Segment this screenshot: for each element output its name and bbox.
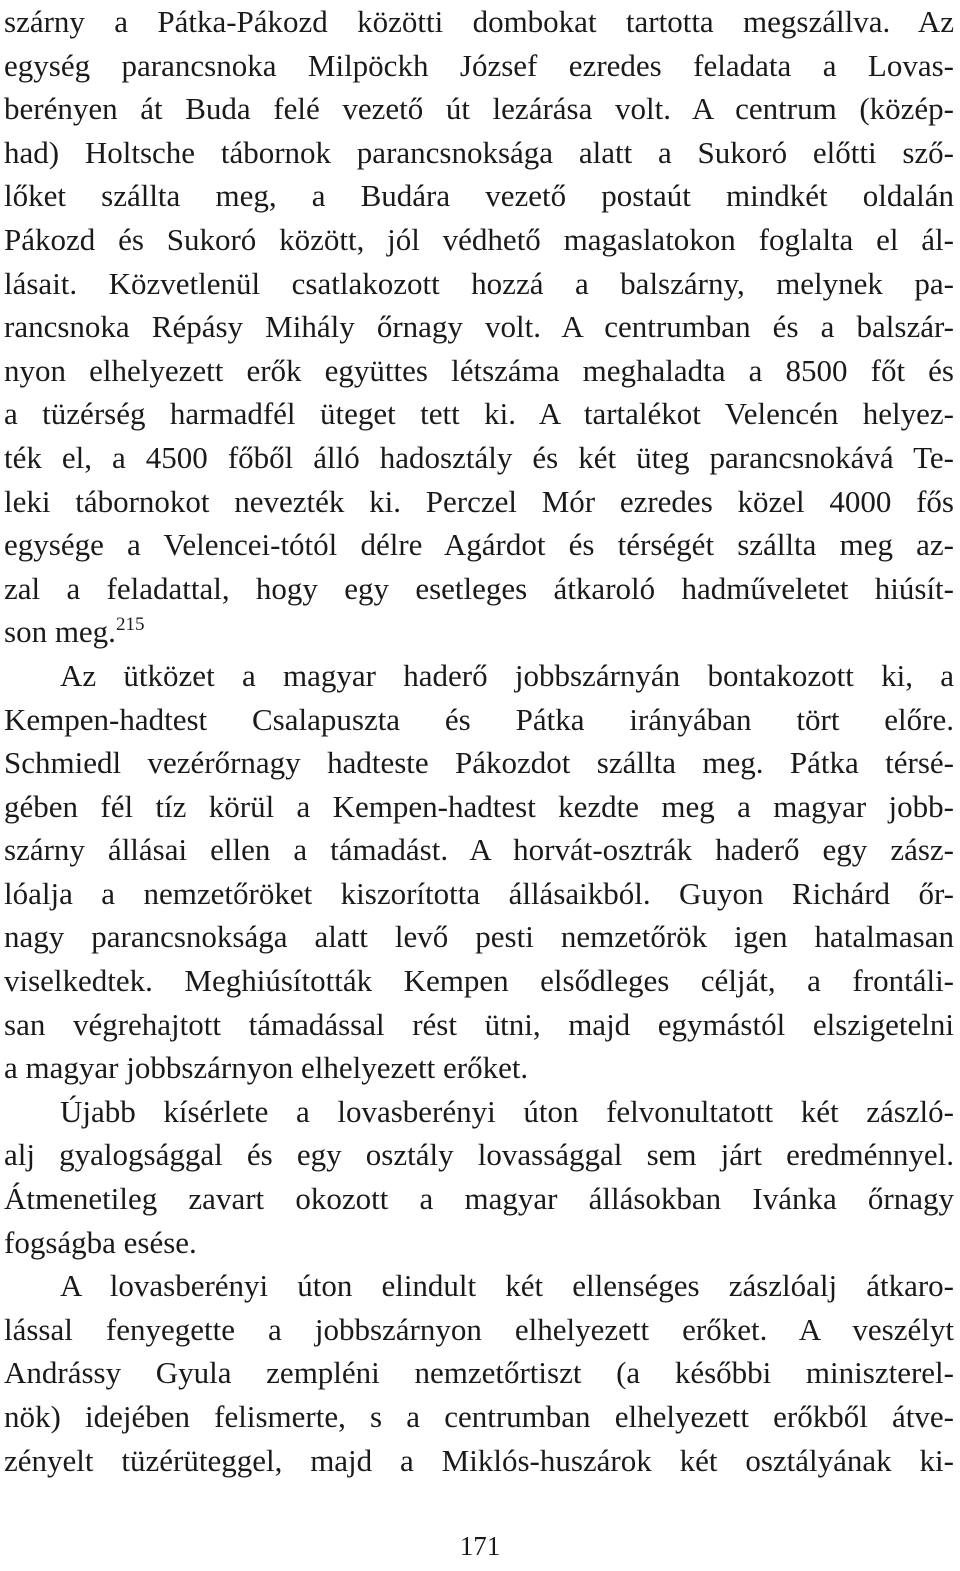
body-text	[4, 0, 954, 1482]
text-line: lóalja a nemzetőröket kiszorította állásaikból. Guyon Richárd őr-	[4, 875, 954, 911]
text-line: Pákozd és Sukoró között, jól védhető magaslatokon foglalta el ál-	[4, 221, 954, 257]
text-line: alj gyalogsággal és egy osztály lovassággal sem járt eredménnyel.	[4, 1137, 954, 1173]
footnote-reference: 215	[115, 614, 145, 636]
text-line: lással fenyegette a jobbszárnyon elhelyezett erőket. A veszélyt	[4, 1311, 954, 1347]
text-line: nyon elhelyezett erők együttes létszáma meghaladta a 8500 főt és	[4, 352, 954, 388]
text-line: nök) idejében felismerte, s a centrumban elhelyezett erőkből átve-	[4, 1399, 954, 1434]
text-line: nagy parancsnoksága alatt levő pesti nemzetőrök igen hatalmasan	[4, 919, 954, 955]
text-line: had) Holtsche tábornok parancsnoksága alatt a Sukoró előtti sző-	[4, 134, 954, 170]
text-line: zényelt tüzérüteggel, majd a Miklós-huszárok két osztályának ki-	[4, 1442, 954, 1478]
text-line: san végrehajtott támadással rést ütni, majd egymástól elszigetelni	[4, 1006, 954, 1042]
text-line: Andrássy Gyula zempléni nemzetőrtiszt (a későbbi miniszterel-	[4, 1355, 954, 1391]
text-line: a tüzérség harmadfél üteget tett ki. A tartalékot Velencén helyez-	[4, 396, 954, 432]
text-line: egység parancsnoka Milpöckh József ezredes feladata a Lovas-	[4, 47, 954, 83]
text-line: Schmiedl vezérőrnagy hadteste Pákozdot szállta meg. Pátka térsé-	[4, 745, 954, 781]
text-line: berényen át Buda felé vezető út lezárása volt. A centrum (közép-	[4, 91, 954, 127]
text-line: Kempen-hadtest Csalapuszta és Pátka irányában tört előre.	[4, 701, 954, 737]
text-line: fogságba esése.	[4, 1224, 197, 1260]
text-line: viselkedtek. Meghiúsították Kempen elsődleges célját, a frontáli-	[4, 963, 954, 999]
text-line: zal a feladattal, hogy egy esetleges átkaroló hadműveletet hiúsít-	[4, 570, 954, 606]
text-line: ték el, a 4500 főből álló hadosztály és két üteg parancsnokává Te-	[4, 439, 954, 475]
text-line: lőket szállta meg, a Budára vezető postaút mindkét oldalán	[4, 178, 954, 214]
text-line: a magyar jobbszárnyon elhelyezett erőket.	[4, 1050, 529, 1086]
paragraph-first-line: Újabb kísérlete a lovasberényi úton felvonultatott két zászló-	[60, 1093, 954, 1129]
text-line	[4, 610, 954, 654]
text-line: gében fél tíz körül a Kempen-hadtest kezdte meg a magyar jobb-	[4, 788, 954, 824]
text-line: Átmenetileg zavart okozott a magyar állásokban Ivánka őrnagy	[4, 1181, 954, 1217]
paragraph-first-line: A lovasberényi úton elindult két ellenséges zászlóalj átkaro-	[60, 1268, 954, 1304]
text-line: leki tábornokot nevezték ki. Perczel Mór ezredes közel 4000 fős	[4, 483, 954, 519]
text-line: szárny a Pátka-Pákozd közötti dombokat tartotta megszállva. Az	[4, 4, 954, 39]
text-line: szárny állásai ellen a támadást. A horvát-osztrák haderő egy zász-	[4, 832, 954, 868]
text-line: rancsnoka Répásy Mihály őrnagy volt. A centrumban és a balszár-	[4, 309, 954, 345]
paragraph-first-line: Az ütközet a magyar haderő jobbszárnyán bontakozott ki, a	[60, 657, 954, 693]
text-line: lásait. Közvetlenül csatlakozott hozzá a balszárny, melynek pa-	[4, 265, 954, 301]
text-fragment: son meg.	[4, 614, 116, 650]
page-number: 171	[459, 1531, 501, 1561]
text-line: egysége a Velencei-tótól délre Agárdot és térségét szállta meg az-	[4, 527, 954, 563]
